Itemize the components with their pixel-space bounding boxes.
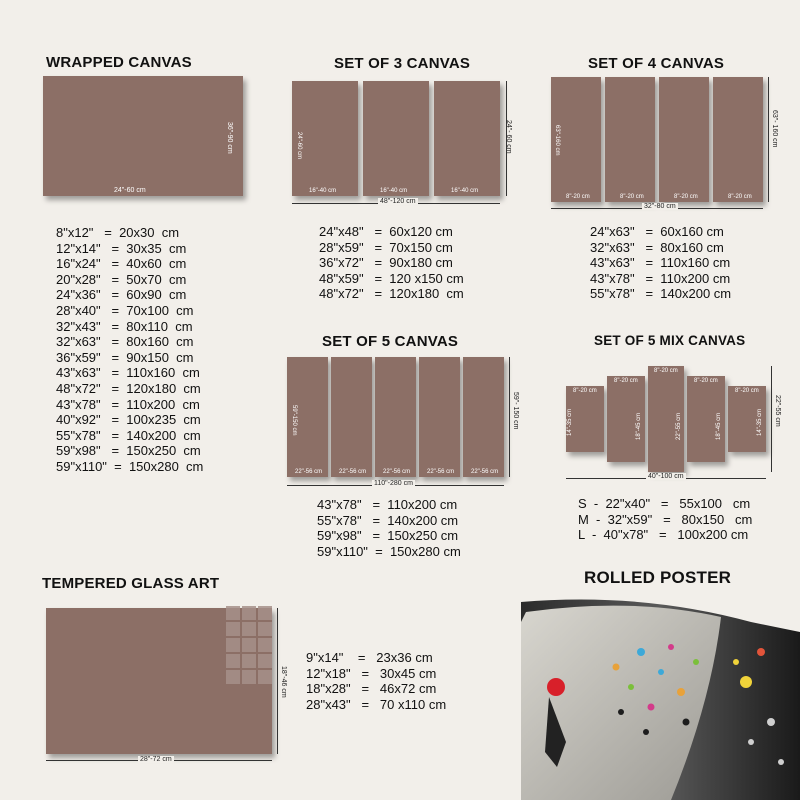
wrapped-height-label: 36"-90 cm <box>226 122 233 154</box>
set5-panel-5 <box>463 357 504 477</box>
glass-size-list <box>306 650 446 712</box>
set5-panel-label: 22"-56 cm <box>471 469 499 475</box>
set5-panel-3 <box>375 357 416 477</box>
size-row: 28"x43" = 70 x110 cm <box>306 696 447 712</box>
set4-height-label: 63"- 160 cm <box>771 110 778 148</box>
mix-top-label-5: 8"-20 cm <box>735 388 759 394</box>
mix-top-label-2: 8"-20 cm <box>614 378 638 384</box>
set5-left-label: 59"-150 cm <box>291 405 297 436</box>
size-row: 40"x92" = 100x235 cm <box>56 412 201 428</box>
mix-top-label-4: 8"-20 cm <box>694 378 718 384</box>
size-row: 55"x78" = 140x200 cm <box>56 427 201 443</box>
size-row: 55"x78" = 140x200 cm <box>317 512 459 528</box>
set4-total-label: 32"-80 cm <box>644 203 676 210</box>
size-row: 43"x78" = 110x200 cm <box>317 497 458 512</box>
set5-total-label: 110"-280 cm <box>374 480 413 487</box>
size-row: 9"x14" = 23x36 cm <box>306 650 433 665</box>
mix-total-label: 40"-100 cm <box>648 473 684 480</box>
set5mix-size-list <box>578 496 752 543</box>
size-row: 43"x63" = 110x160 cm <box>56 365 200 381</box>
glass-panel <box>46 608 272 754</box>
size-row: 43"x78" = 110x200 cm <box>56 396 200 412</box>
set4-size-list <box>590 224 731 302</box>
mix-top-label-3: 8"-20 cm <box>654 368 678 374</box>
set4-panel-4 <box>713 77 763 202</box>
set5-height-line <box>509 357 510 477</box>
size-row: 24"x48" = 60x120 cm <box>319 224 453 239</box>
size-row: 59"x98" = 150x250 cm <box>317 528 459 544</box>
size-row: 36"x72" = 90x180 cm <box>319 255 453 271</box>
wrapped-canvas-heading: WRAPPED CANVAS <box>46 54 192 71</box>
wrapped-size-list <box>56 225 203 475</box>
set3-panel-label: 16"-40 cm <box>309 188 337 194</box>
size-row: 24"x63" = 60x160 cm <box>590 224 724 239</box>
set5-panel-label: 22"-56 cm <box>295 469 323 475</box>
set5mix-heading: SET OF 5 MIX CANVAS <box>594 333 746 348</box>
set3-panel-3 <box>434 81 500 196</box>
size-row: 12"x14" = 30x35 cm <box>56 240 187 256</box>
size-row: 48"x72" = 120x180 cm <box>319 286 464 302</box>
mix-side-label-1: 14"-35 cm <box>567 408 573 436</box>
size-row: 32"x43" = 80x110 cm <box>56 318 193 334</box>
set5-panel-label: 22"-56 cm <box>339 469 367 475</box>
set3-panel-label: 16"-40 cm <box>451 188 479 194</box>
mix-side-label-3: 22"-55 cm <box>676 412 682 440</box>
set4-panel-2 <box>605 77 655 202</box>
set5-heading: SET OF 5 CANVAS <box>322 333 459 350</box>
mix-side-label-4: 18"-45 cm <box>716 412 722 440</box>
size-row: 55"x78" = 140x200 cm <box>590 286 732 302</box>
set4-panel-3 <box>659 77 709 202</box>
size-row: 20"x28" = 50x70 cm <box>56 271 187 287</box>
size-row: 59"x98" = 150x250 cm <box>56 443 201 459</box>
wrapped-width-label: 24"-60 cm <box>114 187 146 194</box>
size-row: 18"x28" = 46x72 cm <box>306 681 437 697</box>
size-row: 12"x18" = 30x45 cm <box>306 665 437 681</box>
set5-panel-label: 22"-56 cm <box>427 469 455 475</box>
size-row: 32"x63" = 80x160 cm <box>56 334 194 350</box>
size-row: 48"x59" = 120 x150 cm <box>319 270 464 286</box>
mix-top-label-1: 8"-20 cm <box>573 388 597 394</box>
size-row: 8"x12" = 20x30 cm <box>56 225 180 240</box>
poster-heading: ROLLED POSTER <box>584 568 732 587</box>
glass-width-label: 28"-72 cm <box>140 756 172 763</box>
set4-panel-label: 8"-20 cm <box>620 194 644 200</box>
mix-height-line <box>771 366 772 472</box>
set5-size-list <box>317 497 461 559</box>
set4-panel-label: 8"-20 cm <box>728 194 752 200</box>
size-row: 32"x63" = 80x160 cm <box>590 239 724 255</box>
set5-height-label: 59"- 150 cm <box>512 392 519 430</box>
rolled-poster-image <box>521 592 800 800</box>
set3-heading: SET OF 3 CANVAS <box>334 55 471 72</box>
size-row: 48"x72" = 120x180 cm <box>56 380 201 396</box>
rolled-poster-illustration <box>521 592 800 800</box>
set4-panel-label: 8"-20 cm <box>566 194 590 200</box>
size-row: 24"x36" = 60x90 cm <box>56 287 187 303</box>
size-row: L - 40"x78" = 100x200 cm <box>578 527 749 543</box>
size-row: 59"x110" = 150x280 cm <box>317 543 461 559</box>
size-row: 43"x63" = 110x160 cm <box>590 255 731 271</box>
mix-side-label-5: 14"-35 cm <box>757 408 763 436</box>
set4-left-label: 63"-160 cm <box>554 125 560 156</box>
size-row: M - 32"x59" = 80x150 cm <box>578 511 753 527</box>
set3-total-label: 48"-120 cm <box>380 198 416 205</box>
size-row: 28"x59" = 70x150 cm <box>319 239 453 255</box>
size-row: 43"x78" = 110x200 cm <box>590 270 731 286</box>
glass-height-line <box>277 608 278 754</box>
mix-height-label: 22"-55 cm <box>774 395 781 427</box>
glass-reflection <box>226 606 272 684</box>
set3-panel-label: 16"-40 cm <box>380 188 408 194</box>
set4-heading: SET OF 4 CANVAS <box>588 55 725 72</box>
set5-panel-4 <box>419 357 460 477</box>
size-row: 36"x59" = 90x150 cm <box>56 349 194 365</box>
set4-panel-label: 8"-20 cm <box>674 194 698 200</box>
set4-height-line <box>768 77 769 202</box>
set3-panel-2 <box>363 81 429 196</box>
set5-panel-label: 22"-56 cm <box>383 469 411 475</box>
set5-panel-2 <box>331 357 372 477</box>
mix-side-label-2: 18"-45 cm <box>636 412 642 440</box>
glass-heading: TEMPERED GLASS ART <box>42 575 220 592</box>
size-row: 28"x40" = 70x100 cm <box>56 302 194 318</box>
glass-height-label: 18"-46 cm <box>280 666 287 698</box>
set3-size-list <box>319 224 464 302</box>
set3-height-label: 24"- 60 cm <box>505 120 512 154</box>
size-row: 16"x24" = 40x60 cm <box>56 256 187 272</box>
wrapped-canvas-panel <box>43 76 243 196</box>
size-row: 59"x110" = 150x280 cm <box>56 458 204 474</box>
size-row: S - 22"x40" = 55x100 cm <box>578 496 751 511</box>
set3-left-label: 24"-60 cm <box>296 132 302 160</box>
